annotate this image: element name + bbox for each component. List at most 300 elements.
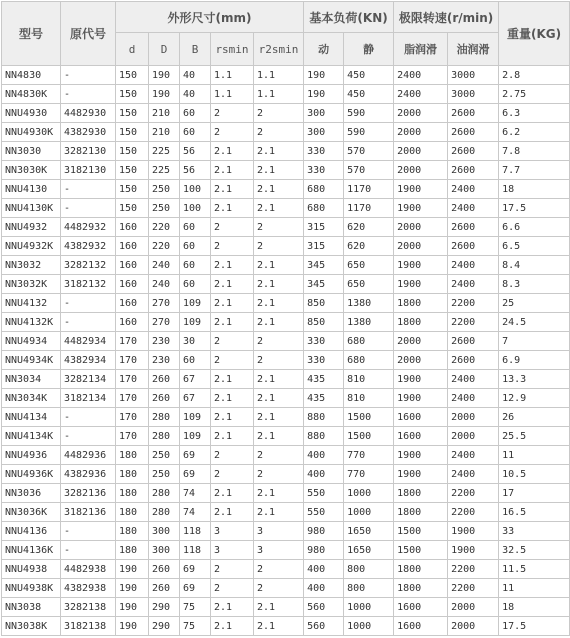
- cell-dynamic: 435: [304, 389, 344, 408]
- cell-d: 150: [116, 199, 149, 218]
- cell-oil: 2600: [448, 161, 499, 180]
- cell-r2smin: 2.1: [254, 256, 304, 275]
- table-row: [2, 161, 570, 180]
- cell-dynamic: 550: [304, 503, 344, 522]
- cell-d: 160: [116, 313, 149, 332]
- cell-B: 40: [180, 66, 211, 85]
- cell-model: NN3038K: [2, 617, 61, 636]
- cell-d: 160: [116, 275, 149, 294]
- cell-oil: 1900: [448, 522, 499, 541]
- cell-static: 1170: [344, 199, 394, 218]
- cell-rsmin: 2: [211, 560, 254, 579]
- cell-r2smin: 2.1: [254, 161, 304, 180]
- cell-rsmin: 2.1: [211, 294, 254, 313]
- cell-dynamic: 330: [304, 161, 344, 180]
- cell-old-code: 3282138: [61, 598, 116, 617]
- cell-D: 220: [149, 218, 180, 237]
- cell-dynamic: 330: [304, 142, 344, 161]
- cell-model: NN3034: [2, 370, 61, 389]
- cell-dynamic: 300: [304, 123, 344, 142]
- header-limit-speed: 极限转速(r/min): [394, 2, 499, 33]
- cell-r2smin: 2.1: [254, 408, 304, 427]
- cell-d: 150: [116, 142, 149, 161]
- table-row: [2, 275, 570, 294]
- header-dimensions: 外形尺寸(mm): [116, 2, 304, 33]
- cell-r2smin: 2.1: [254, 598, 304, 617]
- cell-weight: 10.5: [499, 465, 570, 484]
- cell-old-code: 4382936: [61, 465, 116, 484]
- cell-model: NN3036: [2, 484, 61, 503]
- cell-grease: 1900: [394, 256, 448, 275]
- cell-d: 150: [116, 161, 149, 180]
- cell-r2smin: 2.1: [254, 142, 304, 161]
- cell-grease: 1500: [394, 522, 448, 541]
- cell-r2smin: 3: [254, 541, 304, 560]
- cell-oil: 2600: [448, 104, 499, 123]
- cell-rsmin: 2: [211, 104, 254, 123]
- cell-model: NNU4130: [2, 180, 61, 199]
- cell-d: 160: [116, 256, 149, 275]
- cell-B: 67: [180, 370, 211, 389]
- table-row: [2, 199, 570, 218]
- cell-static: 1380: [344, 294, 394, 313]
- cell-grease: 2000: [394, 218, 448, 237]
- cell-static: 620: [344, 218, 394, 237]
- cell-grease: 1800: [394, 579, 448, 598]
- table-row: [2, 294, 570, 313]
- cell-r2smin: 2: [254, 332, 304, 351]
- cell-grease: 2000: [394, 161, 448, 180]
- cell-rsmin: 1.1: [211, 85, 254, 104]
- cell-rsmin: 2: [211, 351, 254, 370]
- cell-d: 150: [116, 123, 149, 142]
- cell-rsmin: 3: [211, 541, 254, 560]
- cell-old-code: -: [61, 427, 116, 446]
- cell-r2smin: 2: [254, 465, 304, 484]
- cell-d: 180: [116, 503, 149, 522]
- cell-d: 150: [116, 104, 149, 123]
- cell-D: 230: [149, 351, 180, 370]
- cell-grease: 1800: [394, 484, 448, 503]
- cell-static: 450: [344, 85, 394, 104]
- cell-static: 590: [344, 123, 394, 142]
- cell-model: NNU4934K: [2, 351, 61, 370]
- cell-grease: 1600: [394, 617, 448, 636]
- cell-grease: 2000: [394, 123, 448, 142]
- cell-old-code: 4382934: [61, 351, 116, 370]
- cell-B: 69: [180, 560, 211, 579]
- cell-weight: 7.7: [499, 161, 570, 180]
- cell-D: 250: [149, 446, 180, 465]
- cell-old-code: -: [61, 66, 116, 85]
- header-weight: 重量(KG): [499, 2, 570, 66]
- cell-dynamic: 980: [304, 522, 344, 541]
- cell-rsmin: 2.1: [211, 199, 254, 218]
- cell-old-code: 3282130: [61, 142, 116, 161]
- cell-dynamic: 190: [304, 85, 344, 104]
- cell-dynamic: 560: [304, 617, 344, 636]
- header-model: 型号: [2, 2, 61, 66]
- cell-D: 230: [149, 332, 180, 351]
- header-rsmin: rsmin: [211, 33, 254, 66]
- cell-static: 800: [344, 560, 394, 579]
- cell-B: 118: [180, 522, 211, 541]
- cell-B: 109: [180, 294, 211, 313]
- table-row: [2, 351, 570, 370]
- cell-old-code: 4482936: [61, 446, 116, 465]
- cell-old-code: -: [61, 313, 116, 332]
- cell-grease: 2000: [394, 332, 448, 351]
- cell-old-code: 4482938: [61, 560, 116, 579]
- cell-d: 160: [116, 294, 149, 313]
- cell-r2smin: 3: [254, 522, 304, 541]
- table-row: [2, 123, 570, 142]
- cell-model: NNU4934: [2, 332, 61, 351]
- cell-oil: 2600: [448, 332, 499, 351]
- cell-grease: 1900: [394, 180, 448, 199]
- cell-static: 590: [344, 104, 394, 123]
- cell-grease: 1800: [394, 503, 448, 522]
- cell-B: 60: [180, 218, 211, 237]
- cell-old-code: -: [61, 85, 116, 104]
- cell-model: NN4830: [2, 66, 61, 85]
- cell-model: NN3036K: [2, 503, 61, 522]
- table-row: [2, 66, 570, 85]
- table-row: [2, 522, 570, 541]
- cell-grease: 2400: [394, 66, 448, 85]
- cell-weight: 13.3: [499, 370, 570, 389]
- cell-oil: 3000: [448, 85, 499, 104]
- cell-d: 170: [116, 351, 149, 370]
- cell-oil: 2200: [448, 484, 499, 503]
- cell-dynamic: 330: [304, 351, 344, 370]
- cell-grease: 1600: [394, 427, 448, 446]
- cell-grease: 1900: [394, 465, 448, 484]
- header-r2smin: r2smin: [254, 33, 304, 66]
- table-body: [2, 66, 570, 636]
- header-d: d: [116, 33, 149, 66]
- cell-model: NN3032K: [2, 275, 61, 294]
- cell-model: NNU4936K: [2, 465, 61, 484]
- cell-D: 280: [149, 408, 180, 427]
- cell-B: 69: [180, 465, 211, 484]
- cell-old-code: 3282134: [61, 370, 116, 389]
- cell-r2smin: 2.1: [254, 503, 304, 522]
- cell-D: 250: [149, 180, 180, 199]
- cell-D: 225: [149, 161, 180, 180]
- cell-model: NNU4130K: [2, 199, 61, 218]
- cell-grease: 1900: [394, 199, 448, 218]
- cell-model: NNU4132K: [2, 313, 61, 332]
- cell-B: 60: [180, 104, 211, 123]
- cell-old-code: 3282132: [61, 256, 116, 275]
- cell-oil: 2600: [448, 351, 499, 370]
- cell-B: 56: [180, 161, 211, 180]
- cell-D: 190: [149, 85, 180, 104]
- cell-weight: 11: [499, 579, 570, 598]
- cell-weight: 6.5: [499, 237, 570, 256]
- cell-model: NNU4938K: [2, 579, 61, 598]
- cell-static: 1000: [344, 503, 394, 522]
- cell-dynamic: 400: [304, 579, 344, 598]
- cell-static: 680: [344, 332, 394, 351]
- cell-oil: 2200: [448, 503, 499, 522]
- cell-B: 109: [180, 313, 211, 332]
- cell-oil: 2600: [448, 237, 499, 256]
- cell-weight: 25: [499, 294, 570, 313]
- cell-r2smin: 2.1: [254, 180, 304, 199]
- cell-B: 40: [180, 85, 211, 104]
- cell-weight: 17.5: [499, 199, 570, 218]
- cell-rsmin: 1.1: [211, 66, 254, 85]
- cell-B: 60: [180, 256, 211, 275]
- cell-old-code: 3182134: [61, 389, 116, 408]
- cell-static: 770: [344, 446, 394, 465]
- cell-D: 260: [149, 370, 180, 389]
- cell-B: 60: [180, 237, 211, 256]
- cell-D: 290: [149, 617, 180, 636]
- cell-B: 75: [180, 598, 211, 617]
- cell-d: 190: [116, 560, 149, 579]
- cell-oil: 2400: [448, 465, 499, 484]
- cell-grease: 1600: [394, 598, 448, 617]
- cell-oil: 2000: [448, 408, 499, 427]
- cell-D: 280: [149, 484, 180, 503]
- cell-weight: 24.5: [499, 313, 570, 332]
- cell-B: 69: [180, 579, 211, 598]
- cell-oil: 1900: [448, 541, 499, 560]
- cell-dynamic: 190: [304, 66, 344, 85]
- cell-grease: 1500: [394, 541, 448, 560]
- cell-weight: 11: [499, 446, 570, 465]
- cell-rsmin: 2: [211, 237, 254, 256]
- cell-d: 170: [116, 389, 149, 408]
- cell-r2smin: 2: [254, 351, 304, 370]
- cell-old-code: 4482934: [61, 332, 116, 351]
- cell-rsmin: 2.1: [211, 180, 254, 199]
- cell-model: NN3030K: [2, 161, 61, 180]
- table-row: [2, 142, 570, 161]
- cell-oil: 2000: [448, 427, 499, 446]
- table-row: [2, 370, 570, 389]
- table-row: [2, 389, 570, 408]
- cell-rsmin: 2: [211, 332, 254, 351]
- table-row: [2, 332, 570, 351]
- cell-d: 150: [116, 85, 149, 104]
- cell-D: 270: [149, 294, 180, 313]
- header-D: D: [149, 33, 180, 66]
- cell-r2smin: 2.1: [254, 484, 304, 503]
- cell-rsmin: 2.1: [211, 370, 254, 389]
- cell-D: 280: [149, 427, 180, 446]
- cell-dynamic: 680: [304, 180, 344, 199]
- header-basic-load: 基本负荷(KN): [304, 2, 394, 33]
- cell-d: 190: [116, 598, 149, 617]
- cell-model: NNU4932: [2, 218, 61, 237]
- cell-weight: 2.8: [499, 66, 570, 85]
- cell-B: 69: [180, 446, 211, 465]
- cell-B: 75: [180, 617, 211, 636]
- cell-D: 300: [149, 522, 180, 541]
- cell-static: 650: [344, 256, 394, 275]
- cell-B: 60: [180, 351, 211, 370]
- cell-oil: 2200: [448, 313, 499, 332]
- cell-old-code: -: [61, 180, 116, 199]
- cell-r2smin: 2: [254, 104, 304, 123]
- cell-grease: 1800: [394, 294, 448, 313]
- cell-r2smin: 2.1: [254, 427, 304, 446]
- cell-d: 170: [116, 408, 149, 427]
- cell-rsmin: 2.1: [211, 484, 254, 503]
- cell-old-code: 3282136: [61, 484, 116, 503]
- cell-static: 800: [344, 579, 394, 598]
- cell-model: NNU4136: [2, 522, 61, 541]
- cell-model: NN3032: [2, 256, 61, 275]
- cell-static: 1380: [344, 313, 394, 332]
- bearing-spec-table: [1, 1, 570, 636]
- cell-B: 74: [180, 484, 211, 503]
- cell-oil: 2200: [448, 294, 499, 313]
- header-oil: 油润滑: [448, 33, 499, 66]
- cell-rsmin: 2.1: [211, 408, 254, 427]
- cell-static: 1000: [344, 598, 394, 617]
- cell-B: 60: [180, 275, 211, 294]
- cell-d: 180: [116, 465, 149, 484]
- cell-r2smin: 2.1: [254, 617, 304, 636]
- cell-static: 1650: [344, 522, 394, 541]
- table-row: [2, 180, 570, 199]
- cell-grease: 1900: [394, 370, 448, 389]
- cell-d: 180: [116, 541, 149, 560]
- cell-old-code: -: [61, 522, 116, 541]
- cell-r2smin: 2.1: [254, 275, 304, 294]
- cell-dynamic: 400: [304, 465, 344, 484]
- header-dynamic: 动: [304, 33, 344, 66]
- cell-dynamic: 980: [304, 541, 344, 560]
- cell-dynamic: 435: [304, 370, 344, 389]
- cell-model: NNU4930K: [2, 123, 61, 142]
- cell-model: NNU4938: [2, 560, 61, 579]
- cell-oil: 3000: [448, 66, 499, 85]
- cell-oil: 2400: [448, 256, 499, 275]
- cell-weight: 17: [499, 484, 570, 503]
- cell-grease: 2000: [394, 104, 448, 123]
- header-static: 静: [344, 33, 394, 66]
- cell-d: 180: [116, 484, 149, 503]
- cell-old-code: -: [61, 541, 116, 560]
- cell-D: 260: [149, 389, 180, 408]
- cell-static: 1650: [344, 541, 394, 560]
- cell-rsmin: 2: [211, 465, 254, 484]
- cell-oil: 2600: [448, 142, 499, 161]
- cell-r2smin: 1.1: [254, 85, 304, 104]
- cell-weight: 2.75: [499, 85, 570, 104]
- cell-grease: 1600: [394, 408, 448, 427]
- cell-weight: 18: [499, 180, 570, 199]
- cell-d: 190: [116, 579, 149, 598]
- table-row: [2, 484, 570, 503]
- cell-old-code: 3182138: [61, 617, 116, 636]
- cell-d: 160: [116, 218, 149, 237]
- cell-d: 160: [116, 237, 149, 256]
- cell-rsmin: 2.1: [211, 161, 254, 180]
- cell-model: NNU4932K: [2, 237, 61, 256]
- cell-D: 225: [149, 142, 180, 161]
- cell-D: 250: [149, 199, 180, 218]
- cell-old-code: 3182136: [61, 503, 116, 522]
- cell-model: NNU4136K: [2, 541, 61, 560]
- cell-rsmin: 2: [211, 218, 254, 237]
- header-grease: 脂润滑: [394, 33, 448, 66]
- cell-r2smin: 2: [254, 579, 304, 598]
- cell-weight: 33: [499, 522, 570, 541]
- cell-B: 100: [180, 199, 211, 218]
- cell-grease: 1800: [394, 560, 448, 579]
- table-row: [2, 560, 570, 579]
- cell-rsmin: 2.1: [211, 256, 254, 275]
- cell-r2smin: 2: [254, 218, 304, 237]
- cell-D: 260: [149, 579, 180, 598]
- cell-D: 210: [149, 123, 180, 142]
- cell-dynamic: 850: [304, 294, 344, 313]
- cell-model: NN3038: [2, 598, 61, 617]
- cell-static: 770: [344, 465, 394, 484]
- cell-static: 570: [344, 142, 394, 161]
- cell-B: 109: [180, 427, 211, 446]
- cell-oil: 2200: [448, 579, 499, 598]
- cell-old-code: -: [61, 408, 116, 427]
- cell-d: 170: [116, 332, 149, 351]
- table-row: [2, 598, 570, 617]
- cell-grease: 1900: [394, 389, 448, 408]
- cell-dynamic: 550: [304, 484, 344, 503]
- cell-d: 170: [116, 427, 149, 446]
- cell-static: 1500: [344, 408, 394, 427]
- cell-old-code: 3182132: [61, 275, 116, 294]
- cell-grease: 2000: [394, 237, 448, 256]
- table-row: [2, 256, 570, 275]
- table-row: [2, 313, 570, 332]
- cell-rsmin: 2.1: [211, 275, 254, 294]
- cell-rsmin: 2.1: [211, 389, 254, 408]
- cell-r2smin: 2: [254, 560, 304, 579]
- cell-D: 210: [149, 104, 180, 123]
- cell-D: 300: [149, 541, 180, 560]
- cell-oil: 2400: [448, 446, 499, 465]
- table-row: [2, 408, 570, 427]
- cell-old-code: -: [61, 294, 116, 313]
- cell-dynamic: 880: [304, 408, 344, 427]
- cell-B: 118: [180, 541, 211, 560]
- cell-weight: 17.5: [499, 617, 570, 636]
- cell-model: NNU4936: [2, 446, 61, 465]
- cell-grease: 1900: [394, 275, 448, 294]
- cell-weight: 6.6: [499, 218, 570, 237]
- cell-dynamic: 680: [304, 199, 344, 218]
- cell-oil: 2600: [448, 218, 499, 237]
- cell-old-code: 4382932: [61, 237, 116, 256]
- table-row: [2, 465, 570, 484]
- cell-D: 280: [149, 503, 180, 522]
- cell-d: 190: [116, 617, 149, 636]
- table-row: [2, 579, 570, 598]
- table-row: [2, 617, 570, 636]
- cell-weight: 12.9: [499, 389, 570, 408]
- cell-old-code: 4382930: [61, 123, 116, 142]
- cell-oil: 2200: [448, 560, 499, 579]
- cell-B: 30: [180, 332, 211, 351]
- cell-rsmin: 2.1: [211, 598, 254, 617]
